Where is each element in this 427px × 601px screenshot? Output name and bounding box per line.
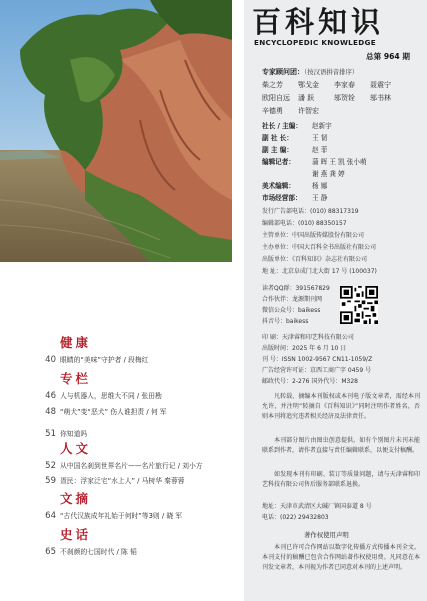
- toc-section-digest: [45, 491, 183, 523]
- section-title: 人文: [60, 441, 92, 456]
- advisors-heading: 专家顾问团：（按汉语拼音排序）: [262, 68, 359, 76]
- toc-section-history: [45, 527, 137, 559]
- page-number: 65: [45, 547, 56, 557]
- staff-role: 谢 燕 龚 婷: [312, 170, 345, 178]
- service-address: 地址：天津市武清区大碱厂镇国泰道 8 号: [262, 503, 372, 510]
- advisors-list: 柴之芳 鄂戈金 李家春 聂震宁 欧阳自远 潘 跃 邬贺铨 邬书林 辛德勇 许智宏: [262, 81, 391, 115]
- entry-title: “古代汉族成年礼始于何时”等3则 / 晓 军: [60, 512, 183, 520]
- table-of-contents: [0, 262, 240, 601]
- social-line: 读者QQ群：391567829: [262, 285, 330, 292]
- contact-line: 地 址：北京阜成门北大街 17 号 (100037): [262, 268, 377, 275]
- toc-entry[interactable]: [45, 475, 203, 488]
- contact-line: 发行广告部电话：(010) 88317319: [262, 208, 359, 215]
- print-line: 印 刷：天津睿和印艺科技有限公司: [262, 334, 354, 341]
- magazine-logo: 百科知识: [252, 5, 385, 39]
- staff-role: 编辑记者： 蒲 晖 王 凯 张小萌: [262, 158, 367, 166]
- copyright-use-notice: 本刊已许可合作网站以数字化传播方式传播本刊全文。本刊支付的稿酬已包含合作网站著作权使用费。凡同意在本刊发文章者，本刊视为作者已同意对本刊的上述声明。: [262, 544, 420, 571]
- toc-entry[interactable]: [45, 406, 167, 419]
- toc-entry[interactable]: [45, 546, 137, 559]
- staff-role: 副 社 长： 王 韧: [262, 134, 328, 142]
- toc-entry[interactable]: [45, 428, 167, 441]
- social-line: 微信公众号：baikess: [262, 307, 321, 314]
- copyright-use-title: 著作权使用声明: [304, 531, 349, 539]
- page-number: 52: [45, 461, 56, 471]
- print-line: 邮政代号：2-276 国外代号：M328: [262, 378, 358, 385]
- entry-title: 不刹颜的七国时代 / 陈 韬: [60, 548, 137, 556]
- cover-photo: [0, 0, 232, 262]
- entry-title: “萌犬”变“恶犬” 伤人谁担责 / 何 军: [60, 408, 167, 416]
- section-title: 健康: [60, 335, 92, 350]
- contact-line: 出版单位：《百科知识》杂志社有限公司: [262, 256, 368, 263]
- staff-role: 美术编辑： 杨 娜: [262, 182, 328, 190]
- entry-title: 人与机器人，思维大不同 / 张田勘: [60, 392, 162, 400]
- print-line: 广告经营许可证：京西工商广字 0459 号: [262, 367, 372, 374]
- page-number: 51: [45, 429, 56, 439]
- issue-number: 总第 964 期: [366, 52, 410, 61]
- section-title: 专栏: [60, 371, 92, 386]
- toc-section-column: [45, 371, 167, 441]
- contact-line: 主办单位：中国大百科全书出版社有限公司: [262, 244, 377, 251]
- entry-title: 从中国名刹到世界名片——名片旅行记 / 刘小方: [60, 462, 203, 470]
- masthead-panel: [244, 0, 427, 601]
- toc-section-health: [45, 335, 149, 367]
- print-line: 出版时间：2025 年 6 月 10 日: [262, 345, 347, 352]
- image-credit-notice: 本刊部分图片由图虫创意提供。如有个别图片未刊未能联系到作者，请作者直接与责任编辑联系，以便支付稿酬。: [262, 437, 420, 454]
- toc-entry[interactable]: [45, 510, 183, 523]
- section-title: 文摘: [60, 491, 92, 506]
- contact-line: 主管单位：中国出版传媒股份有限公司: [262, 232, 365, 239]
- page-number: 64: [45, 511, 56, 521]
- staff-role: 市场经营部： 王 静: [262, 194, 328, 202]
- copyright-notice: 凡转载、摘编本刊版权或本刊电子版文章者，需经本刊允许，并注明“转摘自《百科知识》”同时注明作者姓名，否则本刊将追究违者相关经济及法律责任。: [262, 393, 420, 420]
- page-number: 46: [45, 391, 56, 401]
- page-number: 40: [45, 355, 56, 365]
- social-line: 抖音号：baikess: [262, 318, 309, 325]
- section-title: 史话: [60, 527, 92, 542]
- entry-title: 眼睛的“美味”守护者 / 段梅红: [60, 356, 149, 364]
- quality-notice: 如发现本刊有印刷、装订等质量问题，请与天津睿和印艺科技有限公司售后服务部联系退换。: [262, 471, 420, 488]
- qr-code-icon[interactable]: [340, 286, 378, 324]
- social-line: 合作伙伴：龙源期刊网: [262, 296, 323, 303]
- service-phone: 电话：(022) 29432803: [262, 514, 329, 521]
- logo-subtitle: ENCYCLOPEDIC KNOWLEDGE: [254, 38, 376, 47]
- toc-entry[interactable]: [45, 354, 149, 367]
- staff-role: 社长 / 主编： 赵新宇: [262, 122, 332, 130]
- print-line: 刊 号：ISSN 1002-9567 CN11-1059/Z: [262, 356, 373, 363]
- staff-role: 副 主 编： 赵 菲: [262, 146, 328, 154]
- entry-title: 疍民：浮家泛宅“水上人” / 马树华 秦蓉蓉: [60, 477, 185, 485]
- toc-entry[interactable]: [45, 460, 203, 473]
- contact-line: 编辑部电话：(010) 88350157: [262, 220, 347, 227]
- entry-title: 你知道吗: [60, 430, 88, 438]
- page-number: 48: [45, 407, 56, 417]
- toc-entry[interactable]: [45, 390, 167, 403]
- toc-section-humanities: [45, 441, 203, 488]
- page-number: 59: [45, 476, 56, 486]
